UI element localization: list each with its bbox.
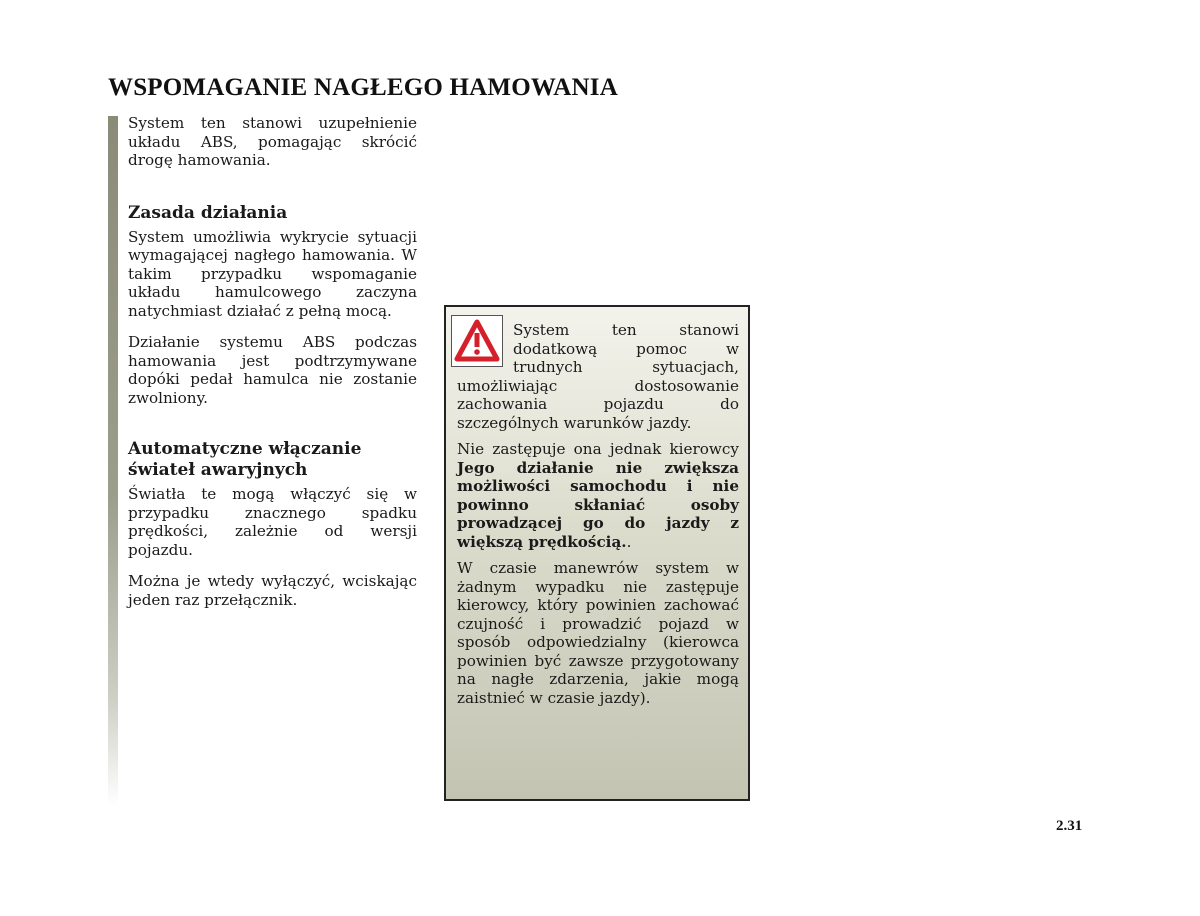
intro-paragraph: System ten stanowi uzupełnienie układu ABS, pomagając skrócić drogę hamowania. xyxy=(128,114,417,169)
warning-paragraph: System ten stanowi dodatkową pomoc w trudnych sytuacjach, umożliwiając dostosowanie zachowania pojazdu do szczególnych warunków jazdy. xyxy=(457,321,739,432)
warning-triangle-icon xyxy=(451,315,503,367)
section-paragraph: System umożliwia wykrycie sytuacji wymagającej nagłego hamowania. W takim przypadku wspomaganie układu hamulcowego zaczyna natychmiast działać z pełną mocą. xyxy=(128,227,417,320)
section-swiatla-awaryjne xyxy=(128,439,417,609)
page-number: 2.31 xyxy=(1056,818,1083,834)
left-column xyxy=(128,114,417,609)
warning-text: . xyxy=(626,532,632,551)
page-title: WSPOMAGANIE NAGŁEGO HAMOWANIA xyxy=(108,74,618,101)
warning-box xyxy=(444,305,750,801)
warning-paragraph: W czasie manewrów system w żadnym wypadku nie zastępuje kierowcy, który powinien zachować czujność i prowadzić pojazd w sposób odpowiedzialny (kierowca powinien być zawsze przygotowany na nagłe zdarzenia, jakie mogą zaistnieć w czasie jazdy). xyxy=(457,559,739,707)
warning-content xyxy=(457,321,739,707)
section-paragraph: Działanie systemu ABS podczas hamowania jest podtrzymywane dopóki pedał hamulca nie zostanie zwolniony. xyxy=(128,333,417,407)
warning-bold-text: Jego działanie nie zwiększa możliwości samochodu i nie powinno skłaniać osoby prowadzącej go do jazdy z większą prędkością. xyxy=(457,458,739,551)
section-heading: Automatyczne włączanie świateł awaryjnych xyxy=(128,439,362,480)
warning-text: Nie zastępuje ona jednak kierowcy xyxy=(457,440,739,458)
section-zasada-dzialania xyxy=(128,203,417,408)
side-bar-decoration xyxy=(108,116,118,806)
section-paragraph: Można je wtedy wyłączyć, wciskając jeden raz przełącznik. xyxy=(128,572,417,609)
warning-paragraph xyxy=(457,440,739,551)
section-heading: Zasada działania xyxy=(128,202,288,223)
section-paragraph: Światła te mogą włączyć się w przypadku znacznego spadku prędkości, zależnie od wersji pojazdu. xyxy=(128,485,417,559)
